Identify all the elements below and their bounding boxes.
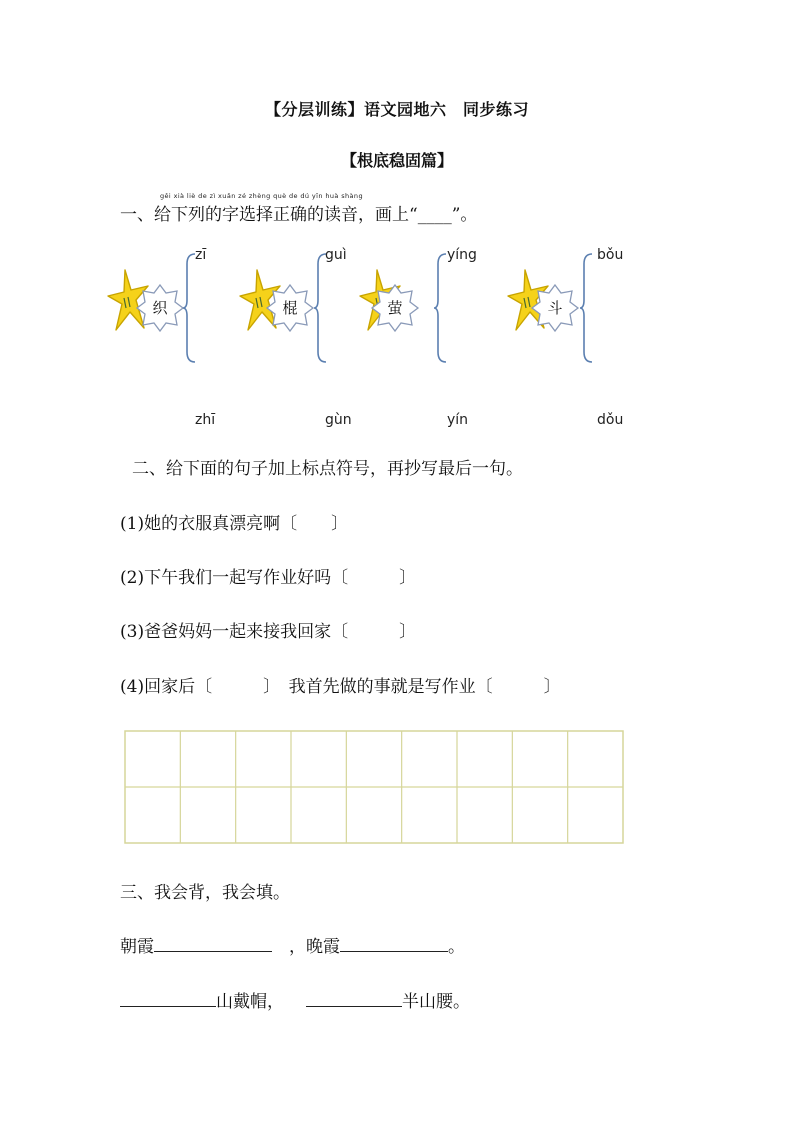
brace-icon <box>434 252 448 364</box>
brace-icon <box>183 252 197 364</box>
fill-end: 。 <box>448 937 465 957</box>
pinyin-option-bottom[interactable]: yín <box>447 412 469 428</box>
fill-label-zhaoxia: 朝霞 <box>120 937 154 957</box>
target-character: 斗 <box>547 299 563 317</box>
target-character: 萤 <box>387 299 403 317</box>
sentence-item-4: (4)回家后〔 〕 我首先做的事就是写作业〔 〕 <box>120 677 561 697</box>
target-character: 棍 <box>282 299 298 317</box>
sentence-item-1: (1)她的衣服真漂亮啊〔 〕 <box>120 514 349 534</box>
question-2-heading: 二、给下面的句子加上标点符号，再抄写最后一句。 <box>132 459 523 479</box>
question-1-heading: 一、给下列的字选择正确的读音，画上“____”。 <box>120 205 478 225</box>
blank-3[interactable] <box>120 990 216 1007</box>
brace-icon <box>580 252 594 364</box>
fill-line-1 <box>120 932 465 957</box>
blank-2[interactable] <box>340 935 448 952</box>
blank-4[interactable] <box>306 990 402 1007</box>
sentence-item-2: (2)下午我们一起写作业好吗〔 〕 <box>120 568 417 588</box>
pinyin-annotation: gěi xià liè de zì xuǎn zé zhèng què de dú yīn huà shàng <box>160 192 363 200</box>
pinyin-option-bottom[interactable]: gùn <box>325 412 352 428</box>
pinyin-option-top[interactable]: zī <box>195 247 207 263</box>
pinyin-option-top[interactable]: yíng <box>447 247 477 263</box>
page-title: 【分层训练】语文园地六 同步练习 <box>264 100 529 119</box>
blank-1[interactable] <box>154 935 272 952</box>
pinyin-option-bottom[interactable]: dǒu <box>597 412 624 428</box>
sentence-item-3: (3)爸爸妈妈一起来接我回家〔 〕 <box>120 622 417 642</box>
pinyin-option-bottom[interactable]: zhī <box>195 412 216 428</box>
fill-line-2 <box>120 987 470 1012</box>
brace-icon <box>314 252 328 364</box>
pinyin-option-top[interactable]: bǒu <box>597 247 624 263</box>
section-subtitle: 【根底稳固篇】 <box>340 151 453 170</box>
fill-label-wanxia: ，晚霞 <box>272 937 340 957</box>
fill-label-banshanyao: 半山腰。 <box>402 992 470 1012</box>
writing-grid[interactable] <box>124 730 624 844</box>
pinyin-option-top[interactable]: guì <box>325 247 347 263</box>
fill-label-shandaimao: 山戴帽， <box>216 992 284 1012</box>
question-3-heading: 三、我会背，我会填。 <box>120 883 290 903</box>
target-character: 织 <box>152 299 168 317</box>
